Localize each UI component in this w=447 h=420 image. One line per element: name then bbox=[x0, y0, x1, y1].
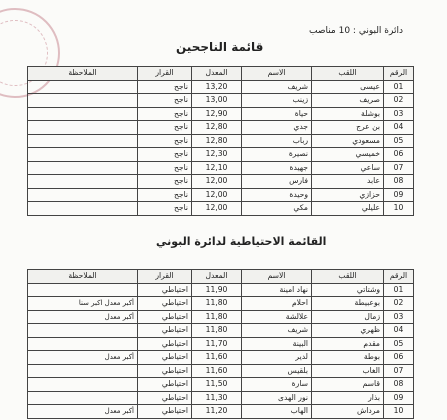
decision-cell: ناجح bbox=[138, 161, 192, 175]
table-row bbox=[28, 107, 414, 121]
grade-cell: 13,00 bbox=[192, 94, 242, 108]
first-name-cell: جدي bbox=[242, 121, 312, 135]
table-row bbox=[28, 121, 414, 135]
remark-cell bbox=[28, 148, 138, 162]
remark-cell bbox=[28, 378, 138, 392]
table-row bbox=[28, 134, 414, 148]
remark-cell: أكبر معدل اكبر سنا bbox=[28, 297, 138, 311]
first-name-header: الاسم bbox=[242, 67, 312, 81]
first-name-cell: رباب bbox=[242, 134, 312, 148]
last-name-cell: ساعي bbox=[312, 161, 384, 175]
last-name-cell: زمال bbox=[312, 310, 384, 324]
grade-cell: 11,60 bbox=[192, 364, 242, 378]
remark-cell bbox=[28, 161, 138, 175]
rank-cell: 04 bbox=[384, 324, 414, 338]
decision-cell: ناجح bbox=[138, 94, 192, 108]
rank-cell: 06 bbox=[384, 148, 414, 162]
grade-header: المعدل bbox=[192, 67, 242, 81]
table-row bbox=[28, 364, 414, 378]
rank-cell: 06 bbox=[384, 351, 414, 365]
grade-cell: 12,80 bbox=[192, 121, 242, 135]
last-name-cell: وشتاتي bbox=[312, 283, 384, 297]
last-name-cell: حزازي bbox=[312, 188, 384, 202]
grade-cell: 11,30 bbox=[192, 391, 242, 405]
decision-cell: ناجح bbox=[138, 107, 192, 121]
first-name-cell: نهاد امينة bbox=[242, 283, 312, 297]
decision-cell: احتياطي bbox=[138, 310, 192, 324]
decision-cell: ناجح bbox=[138, 202, 192, 216]
reserve-header-row bbox=[28, 270, 414, 284]
last-name-cell: بذار bbox=[312, 391, 384, 405]
grade-cell: 12,00 bbox=[192, 175, 242, 189]
first-name-cell: نور الهدى bbox=[242, 391, 312, 405]
grade-cell: 13,20 bbox=[192, 80, 242, 94]
grade-cell: 12,00 bbox=[192, 188, 242, 202]
reserve-table bbox=[27, 269, 414, 419]
remark-cell bbox=[28, 337, 138, 351]
decision-cell: ناجح bbox=[138, 121, 192, 135]
rank-header: الرقم bbox=[384, 270, 414, 284]
table-row bbox=[28, 283, 414, 297]
table-row bbox=[28, 202, 414, 216]
remark-cell bbox=[28, 121, 138, 135]
grade-cell: 11,80 bbox=[192, 324, 242, 338]
first-name-cell: لدير bbox=[242, 351, 312, 365]
rank-cell: 09 bbox=[384, 188, 414, 202]
grade-header: المعدل bbox=[192, 270, 242, 284]
decision-header: القرار bbox=[138, 67, 192, 81]
remark-cell bbox=[28, 188, 138, 202]
last-name-cell: خميسي bbox=[312, 148, 384, 162]
decision-header: القرار bbox=[138, 270, 192, 284]
rank-cell: 10 bbox=[384, 405, 414, 419]
first-name-cell: البينة bbox=[242, 337, 312, 351]
rank-cell: 01 bbox=[384, 283, 414, 297]
last-name-cell: عليلي bbox=[312, 202, 384, 216]
remark-header: الملاحظة bbox=[28, 67, 138, 81]
remark-cell bbox=[28, 202, 138, 216]
remark-cell bbox=[28, 364, 138, 378]
decision-cell: احتياطي bbox=[138, 391, 192, 405]
decision-cell: احتياطي bbox=[138, 364, 192, 378]
table-row bbox=[28, 351, 414, 365]
first-name-cell: سارة bbox=[242, 378, 312, 392]
grade-cell: 11,80 bbox=[192, 297, 242, 311]
remark-cell bbox=[28, 391, 138, 405]
remark-cell bbox=[28, 94, 138, 108]
first-name-cell: بلقيس bbox=[242, 364, 312, 378]
remark-cell bbox=[28, 283, 138, 297]
decision-cell: احتياطي bbox=[138, 324, 192, 338]
remark-cell: أكبر معدل bbox=[28, 351, 138, 365]
winners-header-row bbox=[28, 67, 414, 81]
grade-cell: 12,80 bbox=[192, 134, 242, 148]
rank-cell: 08 bbox=[384, 378, 414, 392]
remark-cell bbox=[28, 107, 138, 121]
last-name-cell: بن عرج bbox=[312, 121, 384, 135]
grade-cell: 11,80 bbox=[192, 310, 242, 324]
rank-cell: 02 bbox=[384, 94, 414, 108]
first-name-cell: احلام bbox=[242, 297, 312, 311]
last-name-cell: عابد bbox=[312, 175, 384, 189]
last-name-cell: عيسى bbox=[312, 80, 384, 94]
first-name-cell: شريف bbox=[242, 80, 312, 94]
table-row bbox=[28, 337, 414, 351]
rank-cell: 03 bbox=[384, 107, 414, 121]
decision-cell: احتياطي bbox=[138, 378, 192, 392]
rank-header: الرقم bbox=[384, 67, 414, 81]
remark-cell bbox=[28, 175, 138, 189]
last-name-cell: بوشلة bbox=[312, 107, 384, 121]
table-row bbox=[28, 175, 414, 189]
decision-cell: احتياطي bbox=[138, 405, 192, 419]
circonscription-label: دائرة البوني : 10 مناصب bbox=[308, 26, 403, 36]
table-row bbox=[28, 405, 414, 419]
table-row bbox=[28, 324, 414, 338]
first-name-cell: الهاب bbox=[242, 405, 312, 419]
last-name-cell: ظهري bbox=[312, 324, 384, 338]
rank-cell: 04 bbox=[384, 121, 414, 135]
first-name-cell: جهيدة bbox=[242, 161, 312, 175]
winners-title: قائمة الناجحين bbox=[176, 40, 264, 54]
rank-cell: 07 bbox=[384, 161, 414, 175]
table-row bbox=[28, 391, 414, 405]
rank-cell: 05 bbox=[384, 337, 414, 351]
grade-cell: 11,90 bbox=[192, 283, 242, 297]
table-row bbox=[28, 161, 414, 175]
last-name-cell: الغاب bbox=[312, 364, 384, 378]
grade-cell: 11,70 bbox=[192, 337, 242, 351]
rank-cell: 01 bbox=[384, 80, 414, 94]
remark-cell bbox=[28, 324, 138, 338]
last-name-cell: مرداش bbox=[312, 405, 384, 419]
grade-cell: 12,00 bbox=[192, 202, 242, 216]
first-name-cell: وحيدة bbox=[242, 188, 312, 202]
winners-table bbox=[27, 66, 414, 216]
table-row bbox=[28, 188, 414, 202]
last-name-cell: بوطة bbox=[312, 351, 384, 365]
remark-header: الملاحظة bbox=[28, 270, 138, 284]
decision-cell: احتياطي bbox=[138, 351, 192, 365]
table-row bbox=[28, 310, 414, 324]
first-name-cell: نصيرة bbox=[242, 148, 312, 162]
last-name-cell: مسعودي bbox=[312, 134, 384, 148]
rank-cell: 03 bbox=[384, 310, 414, 324]
remark-cell: أكبر معدل bbox=[28, 405, 138, 419]
grade-cell: 11,20 bbox=[192, 405, 242, 419]
grade-cell: 12,30 bbox=[192, 148, 242, 162]
table-row bbox=[28, 148, 414, 162]
grade-cell: 12,90 bbox=[192, 107, 242, 121]
table-row bbox=[28, 80, 414, 94]
last-name-cell: مقدم bbox=[312, 337, 384, 351]
decision-cell: احتياطي bbox=[138, 337, 192, 351]
first-name-header: الاسم bbox=[242, 270, 312, 284]
rank-cell: 02 bbox=[384, 297, 414, 311]
grade-cell: 11,60 bbox=[192, 351, 242, 365]
rank-cell: 09 bbox=[384, 391, 414, 405]
decision-cell: ناجح bbox=[138, 80, 192, 94]
remark-cell: أكبر معدل bbox=[28, 310, 138, 324]
last-name-cell: قاسم bbox=[312, 378, 384, 392]
decision-cell: ناجح bbox=[138, 175, 192, 189]
rank-cell: 10 bbox=[384, 202, 414, 216]
last-name-header: اللقب bbox=[312, 270, 384, 284]
first-name-cell: زينب bbox=[242, 94, 312, 108]
table-row bbox=[28, 297, 414, 311]
first-name-cell: حياة bbox=[242, 107, 312, 121]
last-name-cell: بوعبيطة bbox=[312, 297, 384, 311]
first-name-cell: شريف bbox=[242, 324, 312, 338]
decision-cell: ناجح bbox=[138, 148, 192, 162]
remark-cell bbox=[28, 134, 138, 148]
decision-cell: احتياطي bbox=[138, 297, 192, 311]
first-name-cell: علالشة bbox=[242, 310, 312, 324]
grade-cell: 12,10 bbox=[192, 161, 242, 175]
table-row bbox=[28, 378, 414, 392]
rank-cell: 07 bbox=[384, 364, 414, 378]
decision-cell: ناجح bbox=[138, 134, 192, 148]
first-name-cell: فارس bbox=[242, 175, 312, 189]
rank-cell: 05 bbox=[384, 134, 414, 148]
table-row bbox=[28, 94, 414, 108]
decision-cell: ناجح bbox=[138, 188, 192, 202]
decision-cell: احتياطي bbox=[138, 283, 192, 297]
grade-cell: 11,50 bbox=[192, 378, 242, 392]
last-name-header: اللقب bbox=[312, 67, 384, 81]
first-name-cell: مكي bbox=[242, 202, 312, 216]
rank-cell: 08 bbox=[384, 175, 414, 189]
reserve-title: القائمة الاحتياطية لدائرة البوني bbox=[156, 235, 327, 248]
remark-cell bbox=[28, 80, 138, 94]
last-name-cell: صريف bbox=[312, 94, 384, 108]
